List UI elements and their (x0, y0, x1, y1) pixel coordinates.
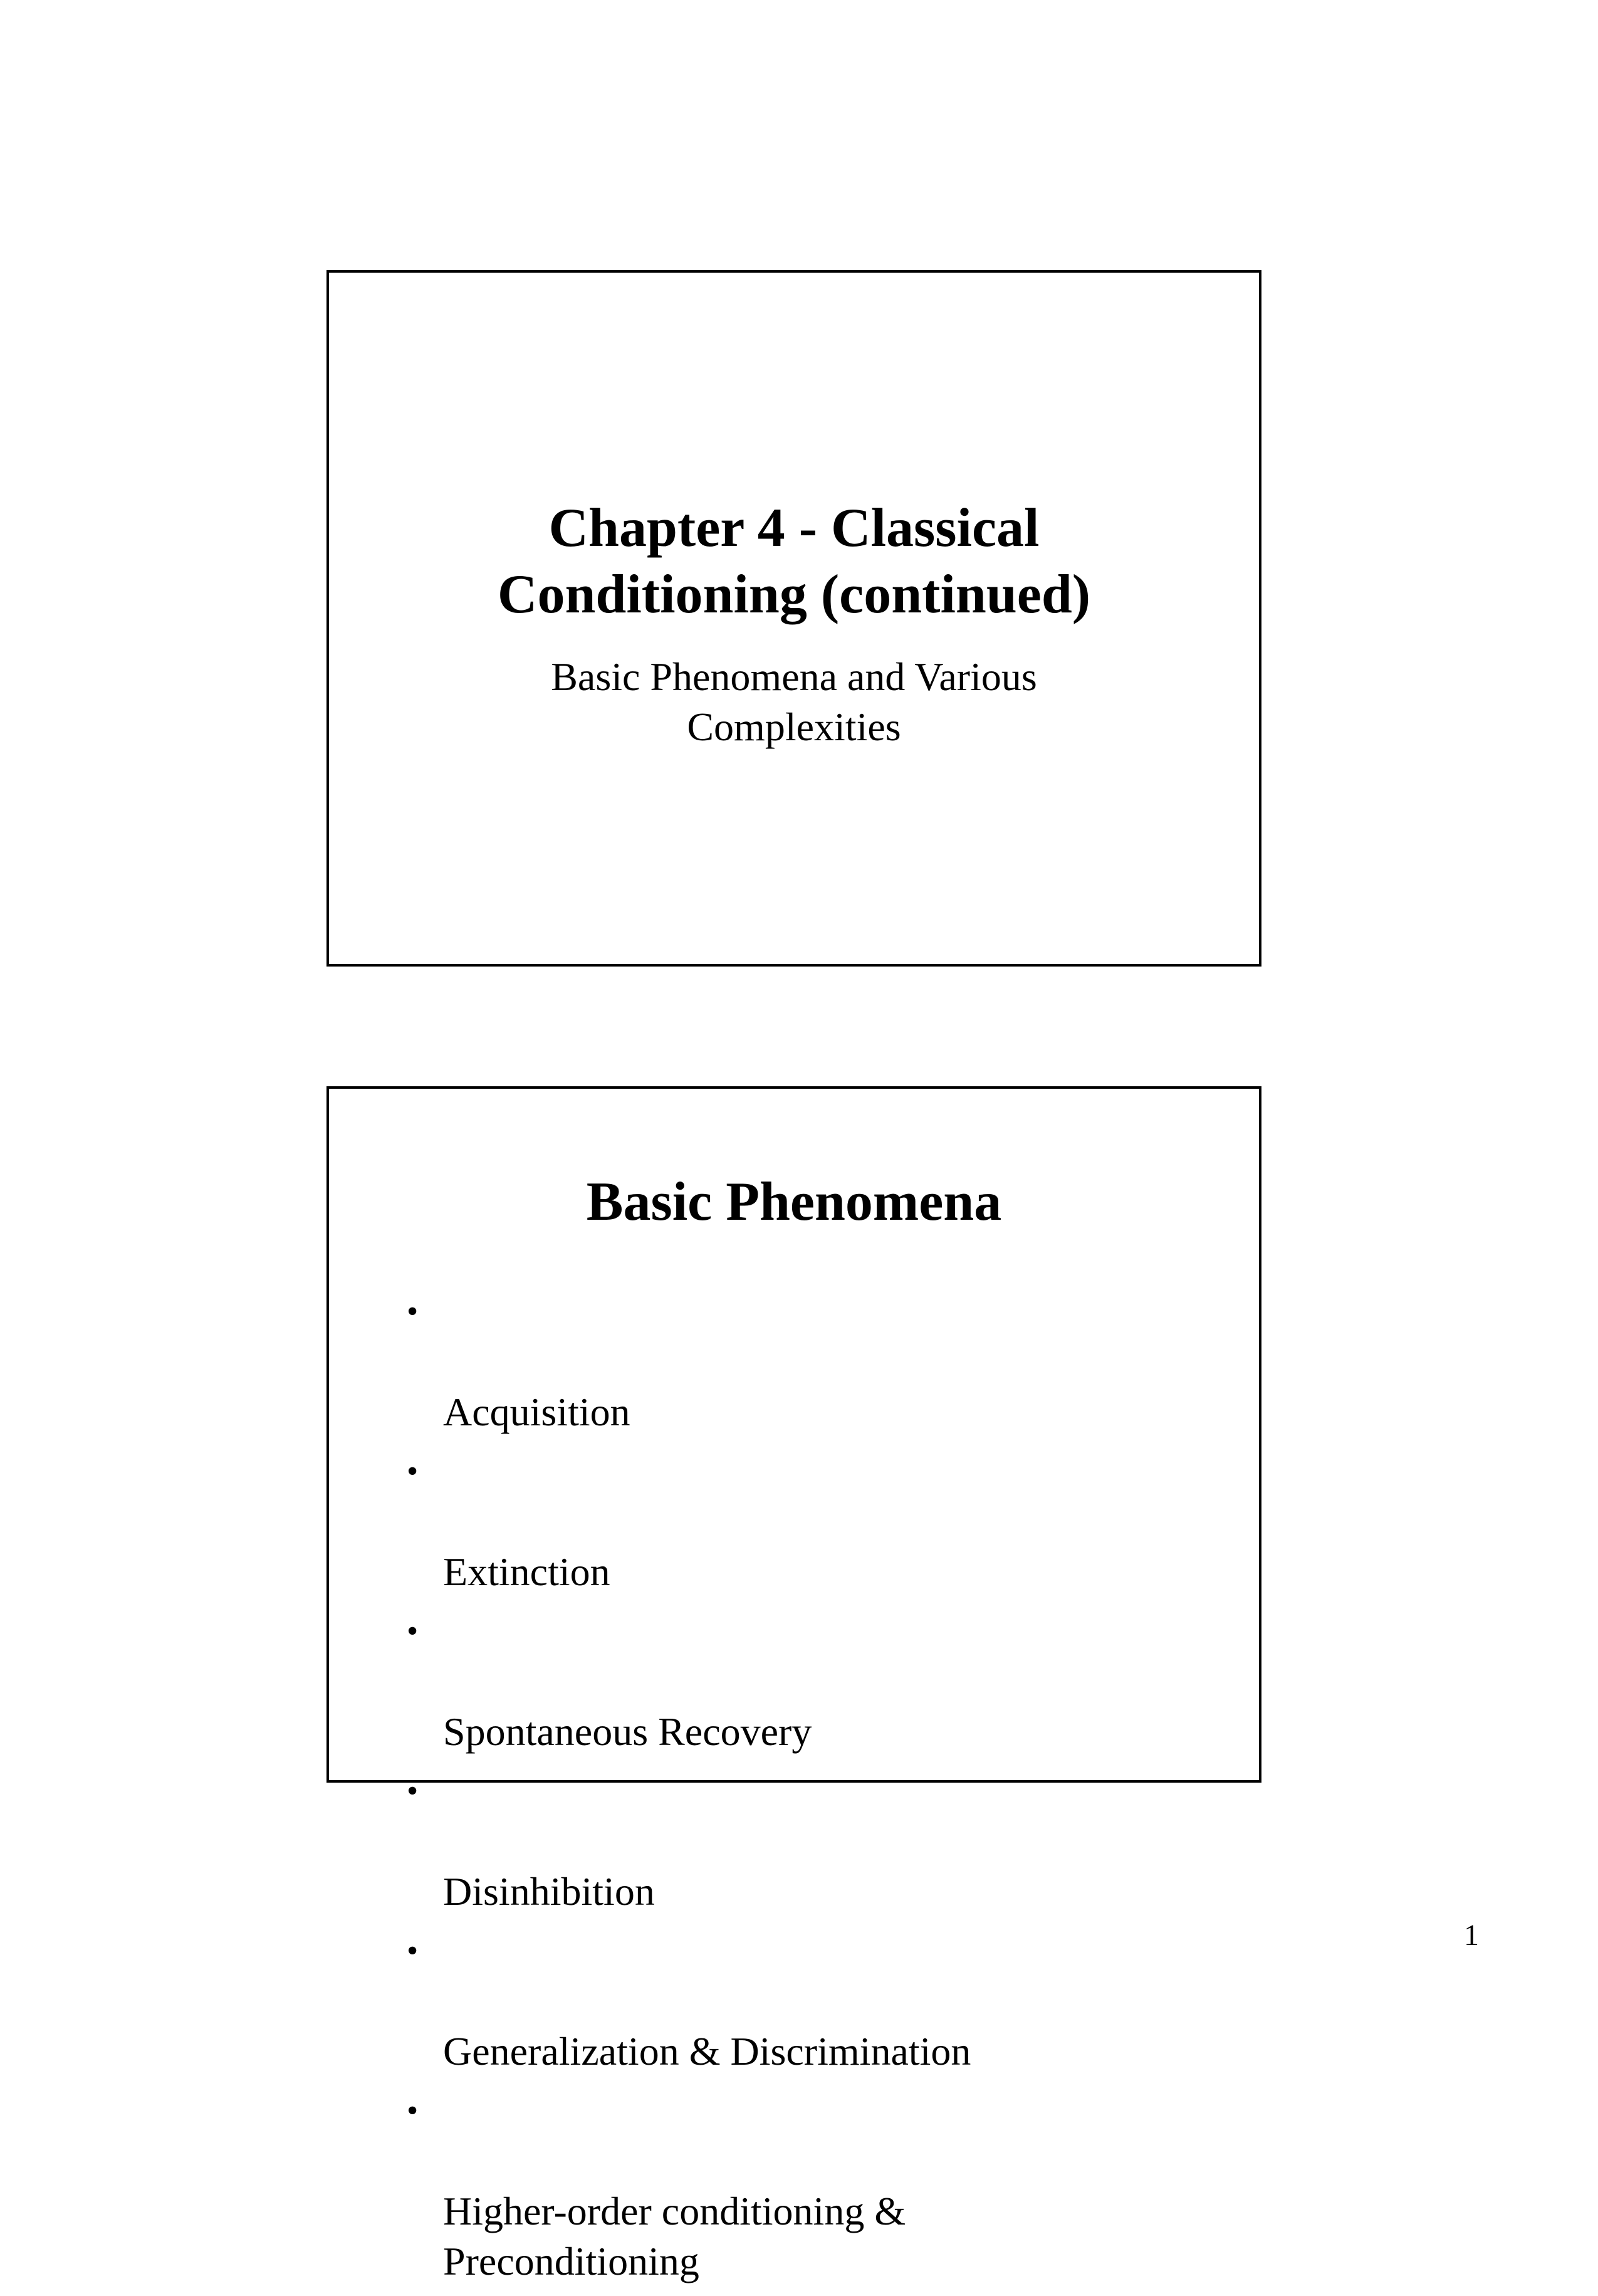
bullet-item (404, 1607, 1219, 1757)
bullet-text: Acquisition (443, 1390, 630, 1434)
bullet-icon: • (407, 1294, 419, 1329)
bullet-text: Extinction (443, 1549, 610, 1594)
bullet-text: Higher-order conditioning & Preconditioning (443, 2189, 906, 2283)
bullet-item (404, 1766, 1219, 1917)
bullet-icon: • (407, 1454, 419, 1489)
bullet-text: Spontaneous Recovery (443, 1709, 812, 1754)
bullet-icon: • (407, 1613, 419, 1649)
slide-2-title: Basic Phenomena (586, 1172, 1002, 1232)
slide-1-title: Chapter 4 - Classical Conditioning (continued) (497, 498, 1091, 625)
bullet-item (404, 2086, 1219, 2287)
bullet-text: Disinhibition (443, 1869, 655, 1914)
slide-1 (326, 270, 1261, 967)
bullet-icon: • (407, 1933, 419, 1969)
bullet-item (404, 1926, 1219, 2077)
page-number: 1 (1464, 1919, 1479, 1952)
bullet-icon: • (407, 2093, 419, 2129)
bullet-icon: • (407, 1773, 419, 1809)
bullet-item (404, 1447, 1219, 1597)
slide-2 (326, 1086, 1261, 2283)
slide-1-subtitle: Basic Phenomena and Various Complexities (551, 654, 1037, 749)
bullet-list (404, 1287, 1219, 2296)
slide-1-title-block (329, 495, 1259, 752)
bullet-text: Generalization & Discrimination (443, 2029, 971, 2073)
bullet-item (404, 1287, 1219, 1437)
